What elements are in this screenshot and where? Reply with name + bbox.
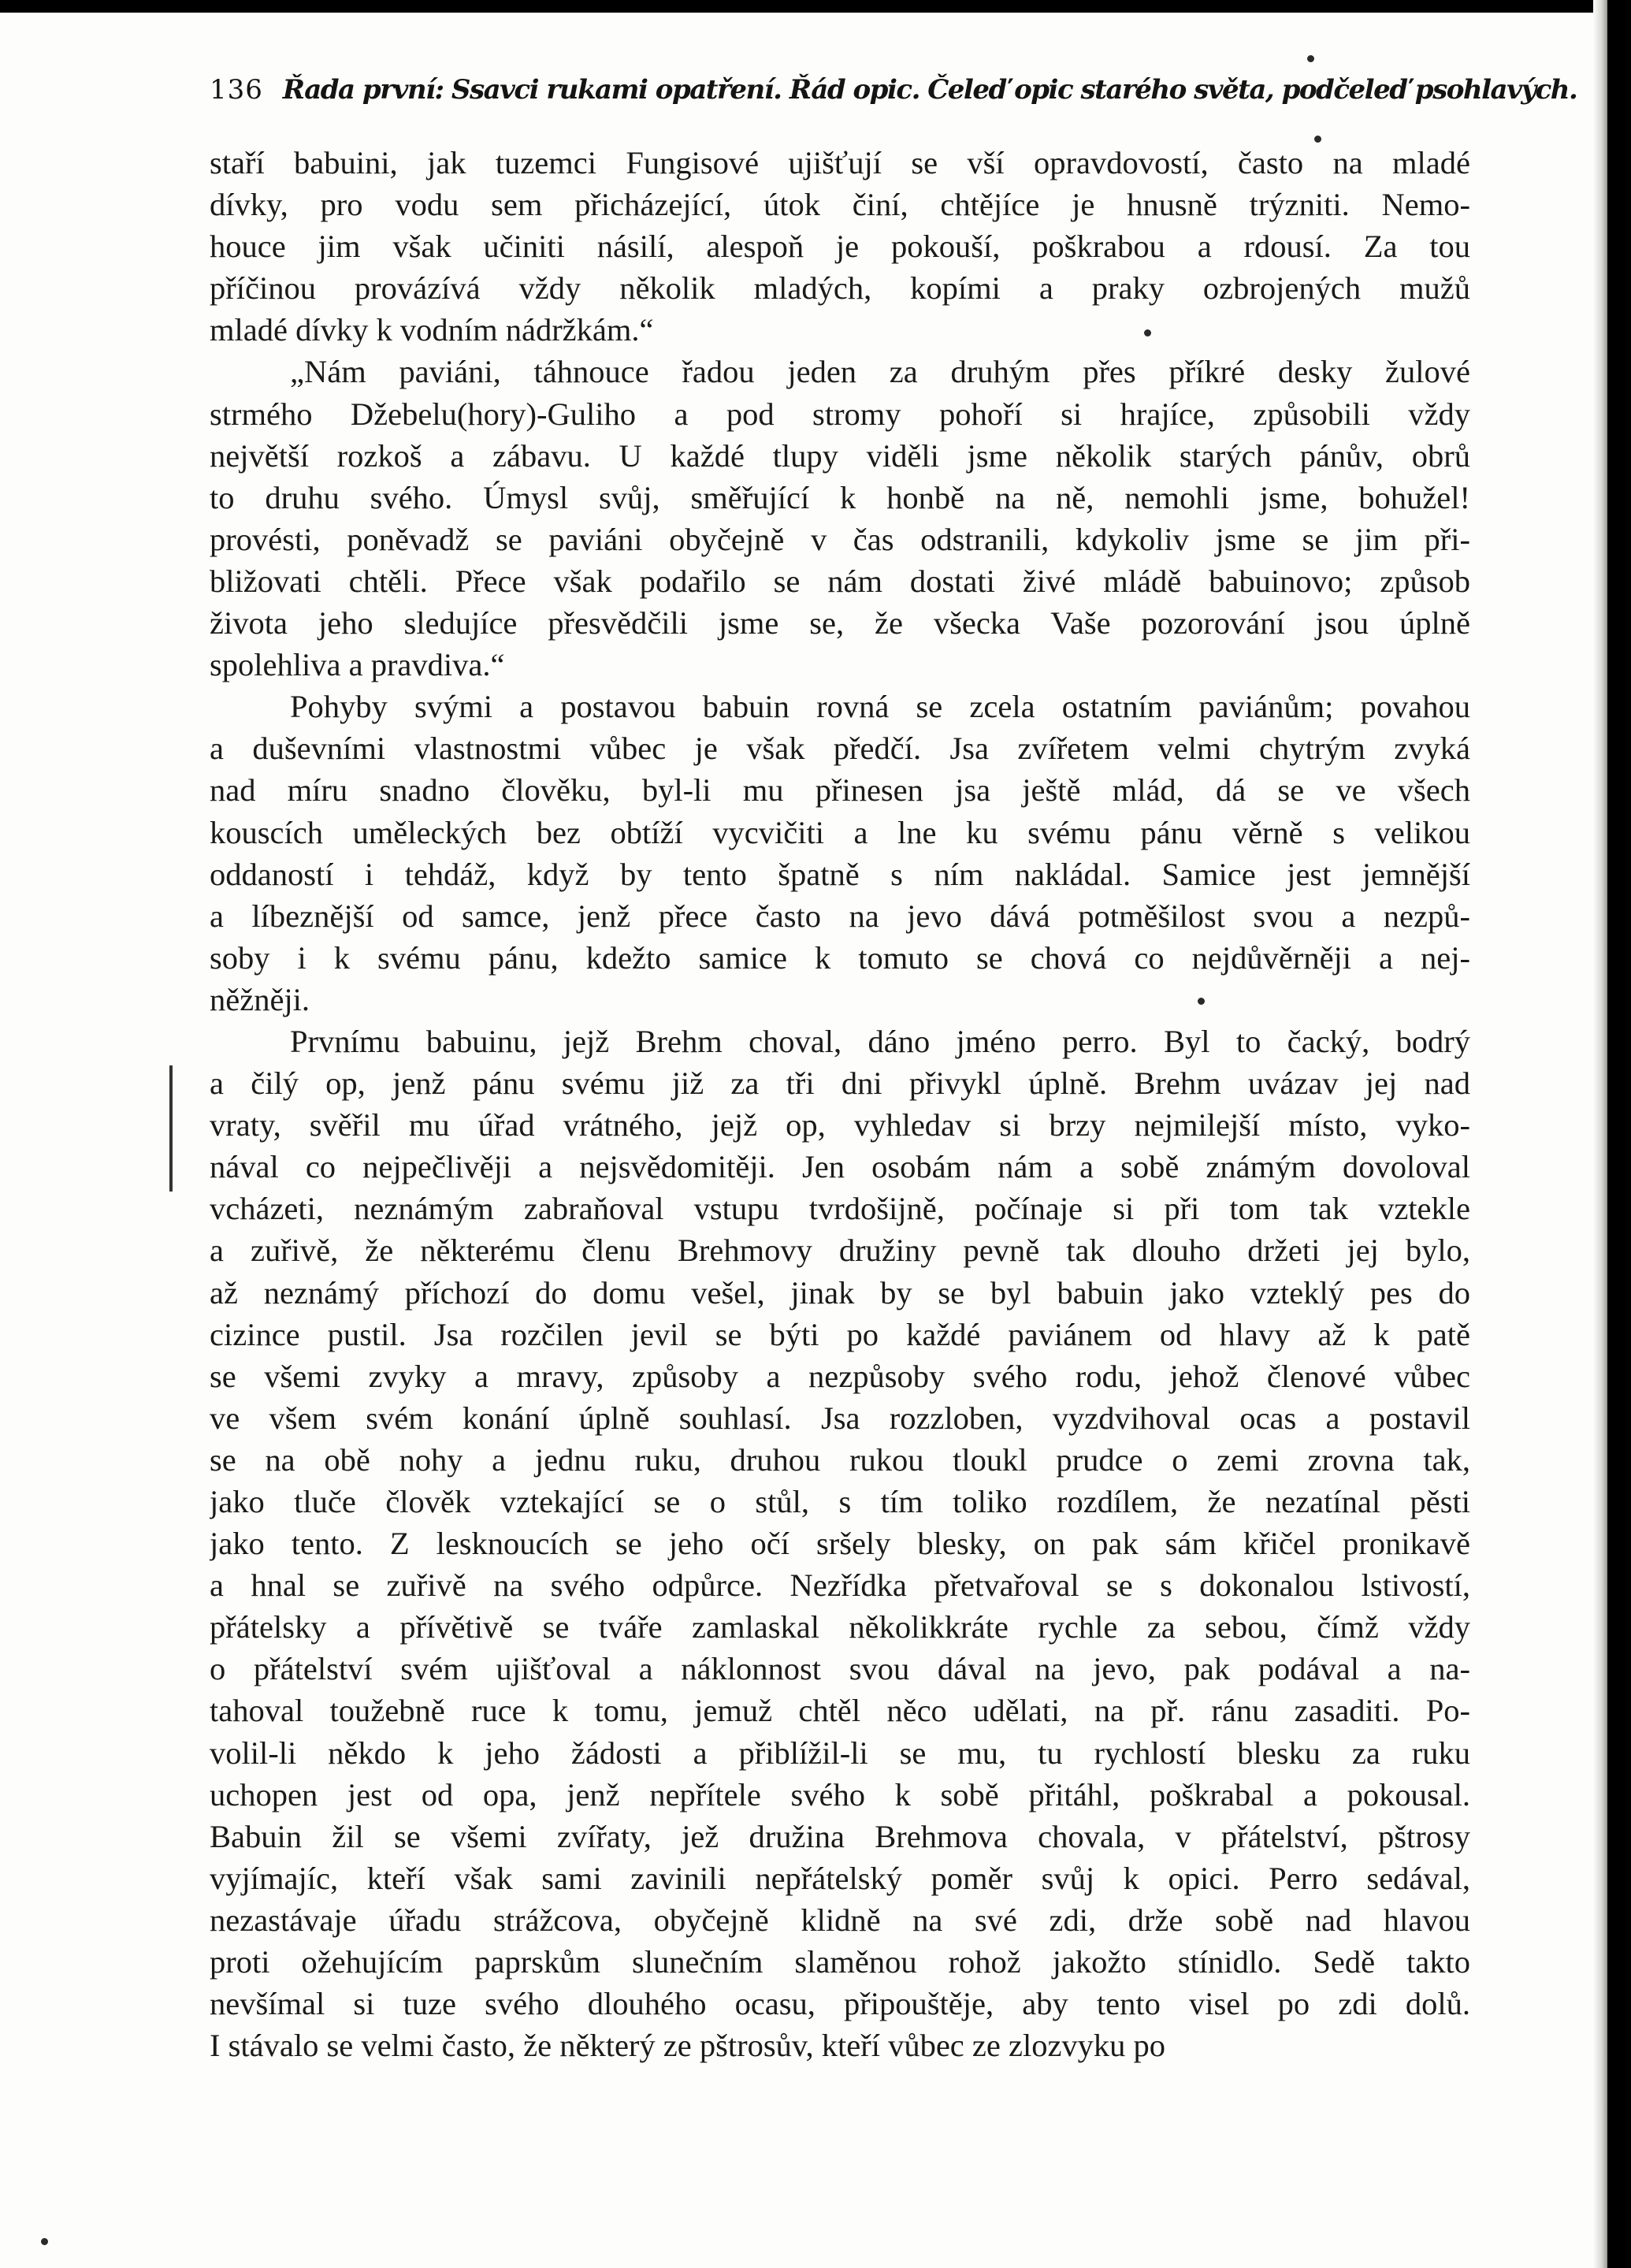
text-line: staří babuini, jak tuzemci Fungisové ujišťují se vší opravdovostí, často na mladé — [210, 145, 1470, 180]
text-line: vcházeti, neznámým zabraňoval vstupu tvrdošijně, počínaje si při tom tak vztekle — [210, 1191, 1470, 1227]
text-line: uchopen jest od opa, jenž nepřítele svého k sobě přitáhl, poškrabal a pokousal. — [210, 1776, 1470, 1813]
text-line: jako tento. Z lesknoucích se jeho očí sršely blesky, on pak sám křičel pronikavě — [210, 1526, 1470, 1562]
text-line: vyjímajíc, kteří však sami zavinili nepřátelský poměr svůj k opici. Perro sedával, — [210, 1860, 1470, 1896]
paragraph — [210, 351, 1470, 686]
text-line: soby i k svému pánu, kdežto samice k tomuto se chová co nejdůvěrněji a nej- — [210, 939, 1470, 976]
page-edge-shadow — [1593, 0, 1607, 2268]
text-line: a zuřivě, že některému členu Brehmovy družiny pevně tak dlouho držeti jej bylo, — [210, 1233, 1470, 1269]
text-line: největší rozkoš a zábavu. U každé tlupy viděli jsme několik starých pánův, obrů — [210, 437, 1470, 474]
text-line: nevšímal si tuze svého dlouhého ocasu, připouštěje, aby tento visel po zdi dolů. — [210, 1986, 1470, 2022]
text-line: oddaností i tehdáž, když by tento špatně s ním nakládal. Samice jest jemnější — [210, 856, 1470, 892]
text-line: strmého Džebelu(hory)-Guliho a pod stromy pohoří si hrajíce, způsobili vždy — [210, 396, 1470, 432]
running-title: Řada první: Ssavci rukami opatření. Řád opic. Čeleď opic starého světa, podčeleď psohlavých. — [282, 74, 1577, 106]
paragraph — [210, 142, 1470, 351]
text-line: houce jim však učiniti násilí, alespoň je pokouší, poškrabou a rdousí. Za tou — [210, 229, 1470, 265]
text-line: nával co nejpečlivěji a nejsvědomitěji. Jen osobám nám a sobě známým dovoloval — [210, 1149, 1470, 1185]
text-line: volil-li někdo k jeho žádosti a přiblížil-li se mu, tu rychlostí blesku za ruku — [210, 1734, 1470, 1771]
text-line: to druhu svého. Úmysl svůj, směřující k honbě na ně, nemohli jsme, bohužel! — [210, 479, 1470, 515]
speck — [41, 2238, 48, 2245]
paragraph — [210, 1021, 1470, 2066]
text-line: života jeho sledujíce přesvědčili jsme se, že všecka Vaše pozorování jsou úplně — [210, 605, 1470, 641]
text-line: nezastávaje úřadu strážcova, obyčejně klidně na své zdi, drže sobě nad hlavou — [210, 1902, 1470, 1938]
running-header — [210, 71, 1577, 109]
text-line: bližovati chtěli. Přece však podařilo se nám dostati živé mládě babuinovo; způsob — [210, 563, 1470, 599]
text-line: dívky, pro vodu sem přicházející, útok činí, chtějíce je hnusně trýzniti. Nemo- — [210, 187, 1470, 223]
text-line: a duševními vlastnostmi vůbec je však předčí. Jsa zvířetem velmi chytrým zvyká — [210, 731, 1470, 767]
text-line: ve všem svém konání úplně souhlasí. Jsa rozzloben, vyzdvihoval ocas a postavil — [210, 1400, 1470, 1436]
text-line: proti ožehujícím paprskům slunečním slaměnou rohož jakožto stínidlo. Sedě takto — [210, 1944, 1470, 1980]
page-number: 136 — [210, 74, 263, 106]
text-line: příčinou provázívá vždy několik mladých, kopími a praky ozbrojených mužů — [210, 270, 1470, 307]
text-line: nad míru snadno člověku, byl-li mu přinesen jsa ještě mlád, dá se ve všech — [210, 772, 1470, 809]
text-line: spolehliva a pravdiva.“ — [210, 647, 505, 683]
text-line: až neznámý příchozí do domu vešel, jinak by se byl babuin jako vzteklý pes do — [210, 1274, 1470, 1311]
text-line: „Nám paviáni, táhnouce řadou jeden za druhým přes příkré desky žulové — [290, 354, 1470, 390]
text-line: provésti, poněvadž se paviáni obyčejně v čas odstranili, kdykoliv jsme se jim při- — [210, 521, 1470, 557]
scan-edge-top — [0, 0, 1631, 13]
text-line: jako tluče člověk vztekající se o stůl, s tím toliko rozdílem, že nezatínal pěsti — [210, 1484, 1470, 1519]
speck — [1307, 55, 1314, 62]
text-line: Pohyby svými a postavou babuin rovná se zcela ostatním paviánům; povahou — [290, 689, 1470, 725]
text-line: se všemi zvyky a mravy, způsoby a nezpůsoby svého rodu, jehož členové vůbec — [210, 1358, 1470, 1394]
text-line: I stávalo se velmi často, že některý ze pštrosův, kteří vůbec ze zlozvyku po — [210, 2028, 1166, 2064]
text-line: a čilý op, jenž pánu svému již za tři dni přivykl úplně. Brehm uvázav jej nad — [210, 1065, 1470, 1102]
text-line: a hnal se zuřivě na svého odpůrce. Nezřídka přetvařoval se s dokonalou lstivostí, — [210, 1567, 1470, 1604]
text-line: přátelsky a přívětivě se tváře zamlaskal několikkráte rychle za sebou, čímž vždy — [210, 1609, 1470, 1645]
text-line: tahoval toužebně ruce k tomu, jemuž chtěl něco udělati, na př. ránu zasaditi. Po- — [210, 1693, 1470, 1729]
text-line: o přátelství svém ujišťoval a náklonnost svou dával na jevo, pak podával a na- — [210, 1651, 1470, 1687]
paragraph — [210, 686, 1470, 1021]
text-line: vraty, svěřil mu úřad vrátného, jejž op, vyhledav si brzy nejmilejší místo, vyko- — [210, 1107, 1470, 1143]
text-line: Prvnímu babuinu, jejž Brehm choval, dáno jméno perro. Byl to čacký, bodrý — [290, 1023, 1470, 1059]
text-line: kouscích uměleckých bez obtíží vycvičiti a lne ku svému pánu věrně s velikou — [210, 814, 1470, 850]
text-line: a líbeznější od samce, jenž přece často na jevo dává potměšilost svou a nezpů- — [210, 898, 1470, 934]
text-line: se na obě nohy a jednu ruku, druhou rukou tloukl prudce o zemi zrovna tak, — [210, 1441, 1470, 1478]
scan-edge-right — [1607, 0, 1631, 2268]
text-line: mladé dívky k vodním nádržkám.“ — [210, 312, 654, 348]
text-line: cizince pustil. Jsa rozčilen jevil se býti po každé paviánem od hlavy až k patě — [210, 1316, 1470, 1352]
margin-mark — [169, 1065, 173, 1192]
text-line: Babuin žil se všemi zvířaty, jež družina Brehmova chovala, v přátelství, pštrosy — [210, 1818, 1470, 1854]
body-text — [210, 142, 1470, 2066]
text-line: něžněji. — [210, 981, 310, 1017]
